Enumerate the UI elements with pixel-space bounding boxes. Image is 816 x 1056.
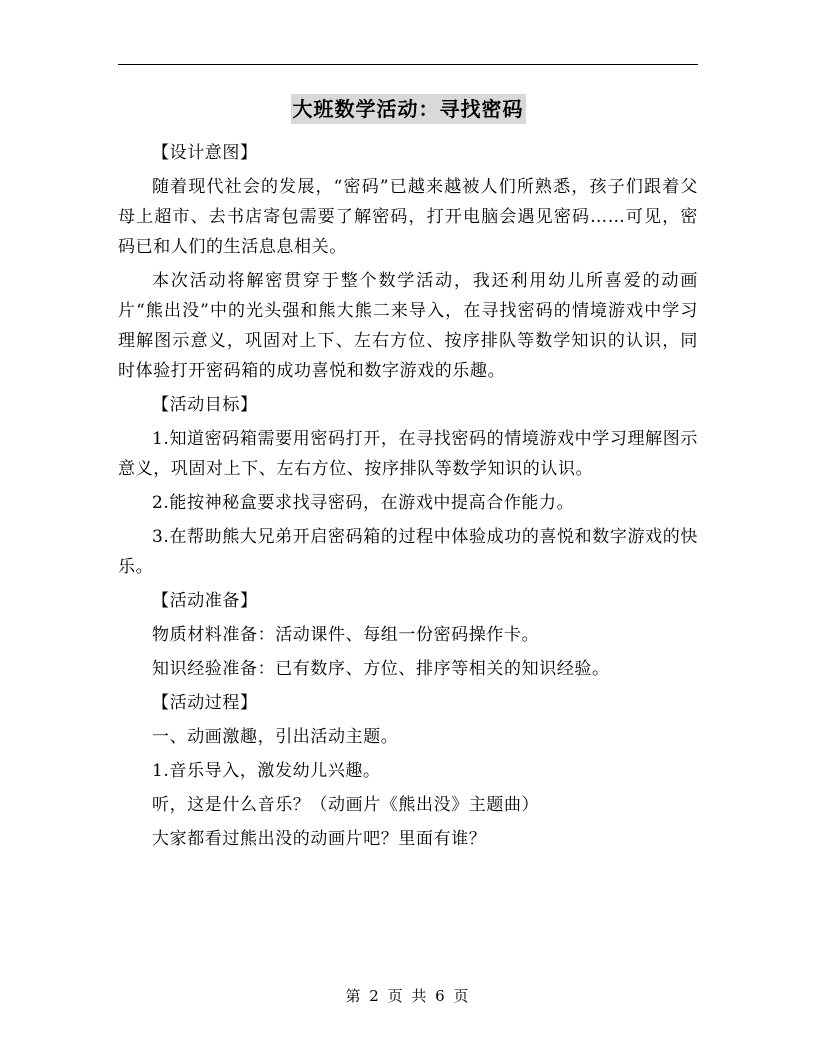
section-heading-preparation: 【活动准备】 [152,591,258,611]
document-body [118,138,698,858]
paragraph: 物质材料准备：活动课件、每组一份密码操作卡。 [152,625,540,645]
page-footer [0,985,816,1006]
objective-item: 2.能按神秘盒要求找寻密码，在游戏中提高合作能力。 [152,493,575,513]
paragraph: 一、动画激趣，引出活动主题。 [152,727,399,747]
section-heading-process: 【活动过程】 [152,693,258,713]
paragraph: 本次活动将解密贯穿于整个数学活动，我还利用幼儿所喜爱的动画片“熊出没”中的光头强和熊大熊二来导入，在寻找密码的情境游戏中学习理解图示意义，巩固对上下、左右方位、按序排队等数学知识的认识，同时体验打开密码箱的成功喜悦和数字游戏的乐趣。 [118,271,698,381]
paragraph: 知识经验准备：已有数序、方位、排序等相关的知识经验。 [152,659,610,679]
paragraph: 听，这是什么音乐？（动画片《熊出没》主题曲） [152,795,540,815]
section-heading-design-intent: 【设计意图】 [152,143,258,163]
objective-item: 1.知道密码箱需要用密码打开，在寻找密码的情境游戏中学习理解图示意义，巩固对上下、左右方位、按序排队等数学知识的认识。 [118,429,698,479]
header-rule [118,64,698,65]
document-title-container [0,94,816,124]
paragraph: 大家都看过熊出没的动画片吧？里面有谁？ [152,829,487,849]
document-title: 大班数学活动：寻找密码 [291,94,526,124]
objective-item: 3.在帮助熊大兄弟开启密码箱的过程中体验成功的喜悦和数字游戏的快乐。 [118,527,698,577]
paragraph: 1.音乐导入，激发幼儿兴趣。 [152,761,381,781]
paragraph: 随着现代社会的发展，“密码”已越来越被人们所熟悉，孩子们跟着父母上超市、去书店寄包需要了解密码，打开电脑会遇见密码……可见，密码已和人们的生活息息相关。 [118,177,698,257]
page-number: 第 2 页 共 6 页 [345,987,471,1005]
section-heading-objectives: 【活动目标】 [152,395,258,415]
